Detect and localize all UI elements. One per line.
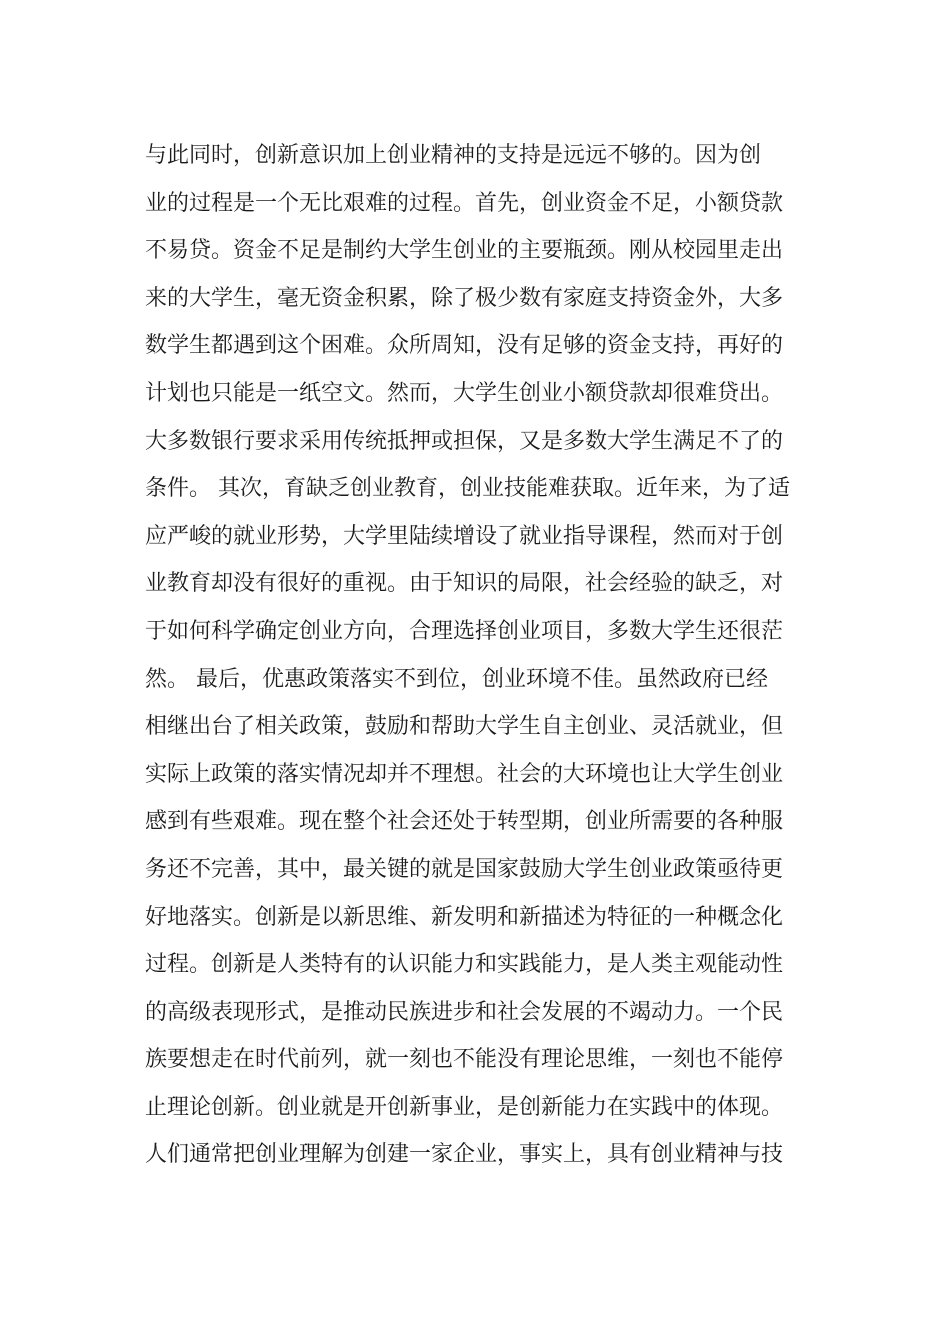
- text-line: 务还不完善，其中，最关键的就是国家鼓励大学生创业政策亟待更: [145, 856, 784, 882]
- text-line: 人们通常把创业理解为创建一家企业，事实上，具有创业精神与技: [145, 1142, 784, 1168]
- text-line: 止理论创新。创业就是开创新事业，是创新能力在实践中的体现。: [145, 1094, 784, 1120]
- text-line: 然。 最后，优惠政策落实不到位，创业环境不佳。虽然政府已经: [145, 666, 768, 692]
- text-line: 不易贷。资金不足是制约大学生创业的主要瓶颈。刚从校园里走出: [145, 238, 784, 264]
- text-line: 过程。创新是人类特有的认识能力和实践能力，是人类主观能动性: [145, 952, 784, 978]
- text-line: 感到有些艰难。现在整个社会还处于转型期，创业所需要的各种服: [145, 809, 784, 835]
- text-line: 于如何科学确定创业方向，合理选择创业项目，多数大学生还很茫: [145, 618, 784, 644]
- text-line: 来的大学生，毫无资金积累，除了极少数有家庭支持资金外，大多: [145, 285, 784, 311]
- text-line: 实际上政策的落实情况却并不理想。社会的大环境也让大学生创业: [145, 761, 784, 787]
- text-line: 族要想走在时代前列，就一刻也不能没有理论思维，一刻也不能停: [145, 1047, 784, 1073]
- text-line: 条件。 其次，育缺乏创业教育，创业技能难获取。近年来，为了适: [145, 476, 790, 502]
- text-line: 好地落实。创新是以新思维、新发明和新描述为特征的一种概念化: [145, 904, 784, 930]
- text-line: 计划也只能是一纸空文。然而，大学生创业小额贷款却很难贷出。: [145, 380, 784, 406]
- body-text: [145, 132, 805, 1179]
- text-line: 业教育却没有很好的重视。由于知识的局限，社会经验的缺乏，对: [145, 571, 784, 597]
- text-line: 数学生都遇到这个困难。众所周知，没有足够的资金支持，再好的: [145, 333, 784, 359]
- text-line: 业的过程是一个无比艰难的过程。首先，创业资金不足，小额贷款: [145, 190, 784, 216]
- text-line: 的高级表现形式，是推动民族进步和社会发展的不竭动力。一个民: [145, 999, 784, 1025]
- text-line: 应严峻的就业形势，大学里陆续增设了就业指导课程，然而对于创: [145, 523, 784, 549]
- text-line: 大多数银行要求采用传统抵押或担保，又是多数大学生满足不了的: [145, 428, 784, 454]
- text-line: 相继出台了相关政策，鼓励和帮助大学生自主创业、灵活就业，但: [145, 714, 784, 740]
- text-line: 与此同时，创新意识加上创业精神的支持是远远不够的。因为创: [145, 143, 762, 168]
